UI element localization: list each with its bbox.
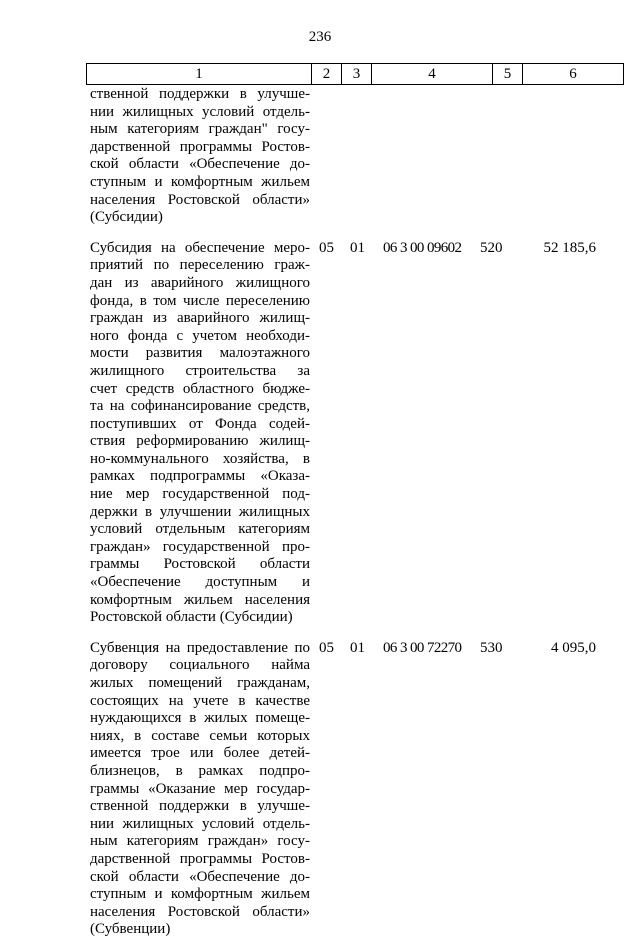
description-line: дарственной программы Ростов- [90, 850, 310, 867]
description-line: граммы «Оказание мер государ- [90, 780, 310, 797]
description-line: жилых помещений гражданам, [90, 675, 310, 691]
description-line: Субсидия на обеспечение меро- [90, 239, 310, 256]
description-line: комфортным жильем населения [90, 591, 310, 608]
description-line: (Субсидии) [90, 209, 163, 226]
description-line: населения Ростовской области» [90, 191, 310, 208]
row-description [90, 86, 310, 227]
description-line: граждан» государственной про- [90, 538, 310, 555]
description-line: приятий по переселению граж- [90, 257, 310, 274]
description-line: рамках подпрограммы «Оказа- [90, 468, 310, 485]
description-line: дан из аварийного жилищного [90, 274, 310, 291]
target-article-code: 06 3 00 09602 [383, 239, 462, 256]
description-line: счет средств областного бюдже- [90, 380, 310, 397]
description-line: ственной поддержки в улучше- [90, 798, 310, 815]
description-line: фонда, в том числе переселению [90, 292, 310, 309]
description-line: граммы Ростовской области [90, 556, 310, 573]
subsection-code: 01 [350, 239, 365, 256]
expense-type-code: 530 [480, 639, 503, 656]
section-code: 05 [319, 239, 334, 256]
table-row [86, 240, 602, 627]
column-5-number: 5 [493, 64, 523, 85]
description-line: ской области «Обеспечение до- [90, 156, 310, 173]
description-line: ственной поддержки в улучше- [90, 86, 310, 102]
expense-type-code: 520 [480, 239, 503, 256]
description-line: близнецов, в рамках подпро- [90, 762, 310, 779]
description-line: ступным и комфортным жильем [90, 886, 310, 903]
description-line: мости развития малоэтажного [90, 345, 310, 362]
description-line: условий отдельным категориям [90, 521, 310, 538]
description-line: держки в улучшении жилищных [90, 503, 310, 520]
amount-value: 4 095,0 [551, 639, 596, 656]
description-line: (Субвенции) [90, 921, 171, 938]
target-article-code: 06 3 00 72270 [383, 639, 462, 656]
description-line: имеется трое или более детей- [90, 745, 310, 762]
row-spacer [86, 227, 602, 240]
description-line: ступным и комфортным жильем [90, 173, 310, 190]
description-line: ного фонда с учетом необходи- [90, 327, 310, 344]
description-line: поступивших от Фонда содей- [90, 415, 310, 432]
description-line: состоящих на учете в качестве [90, 692, 310, 709]
description-line: та на софинансирование средств, [90, 398, 310, 415]
description-line: ным категориям граждан" госу- [90, 121, 310, 138]
row-description [90, 240, 310, 627]
description-line: ниях, в составе семьи которых [90, 727, 310, 744]
description-line: дарственной программы Ростов- [90, 138, 310, 155]
column-6-number: 6 [523, 64, 624, 85]
description-line: «Обеспечение доступным и [90, 574, 310, 591]
description-line: граждан из аварийного жилищ- [90, 310, 310, 327]
row-description [90, 640, 310, 939]
description-line: нии жилищных условий отдель- [90, 103, 310, 120]
description-line: но-коммунального хозяйства, в [90, 450, 310, 467]
budget-table-body [86, 86, 602, 939]
description-line: ние мер государственной под- [90, 486, 310, 503]
amount-value: 52 185,6 [543, 239, 596, 256]
table-row [86, 86, 602, 227]
column-1-number: 1 [87, 64, 312, 85]
column-2-number: 2 [312, 64, 342, 85]
column-number-header [86, 63, 624, 85]
description-line: ствия реформированию жилищ- [90, 433, 310, 450]
row-spacer [86, 627, 602, 640]
description-line: ным категориям граждан» госу- [90, 833, 310, 850]
description-line: нии жилищных условий отдель- [90, 815, 310, 832]
table-row [86, 640, 602, 939]
column-4-number: 4 [372, 64, 493, 85]
description-line: нуждающихся в жилых помеще- [90, 710, 310, 727]
description-line: договору социального найма [90, 657, 310, 674]
description-line: Ростовской области (Субсидии) [90, 609, 293, 626]
column-3-number: 3 [342, 64, 372, 85]
page-number: 236 [308, 29, 332, 45]
section-code: 05 [319, 639, 334, 656]
description-line: жилищного строительства за [90, 362, 310, 379]
subsection-code: 01 [350, 639, 365, 656]
description-line: населения Ростовской области» [90, 903, 310, 920]
description-line: ской области «Обеспечение до- [90, 868, 310, 885]
description-line: Субвенция на предоставление по [90, 639, 310, 656]
